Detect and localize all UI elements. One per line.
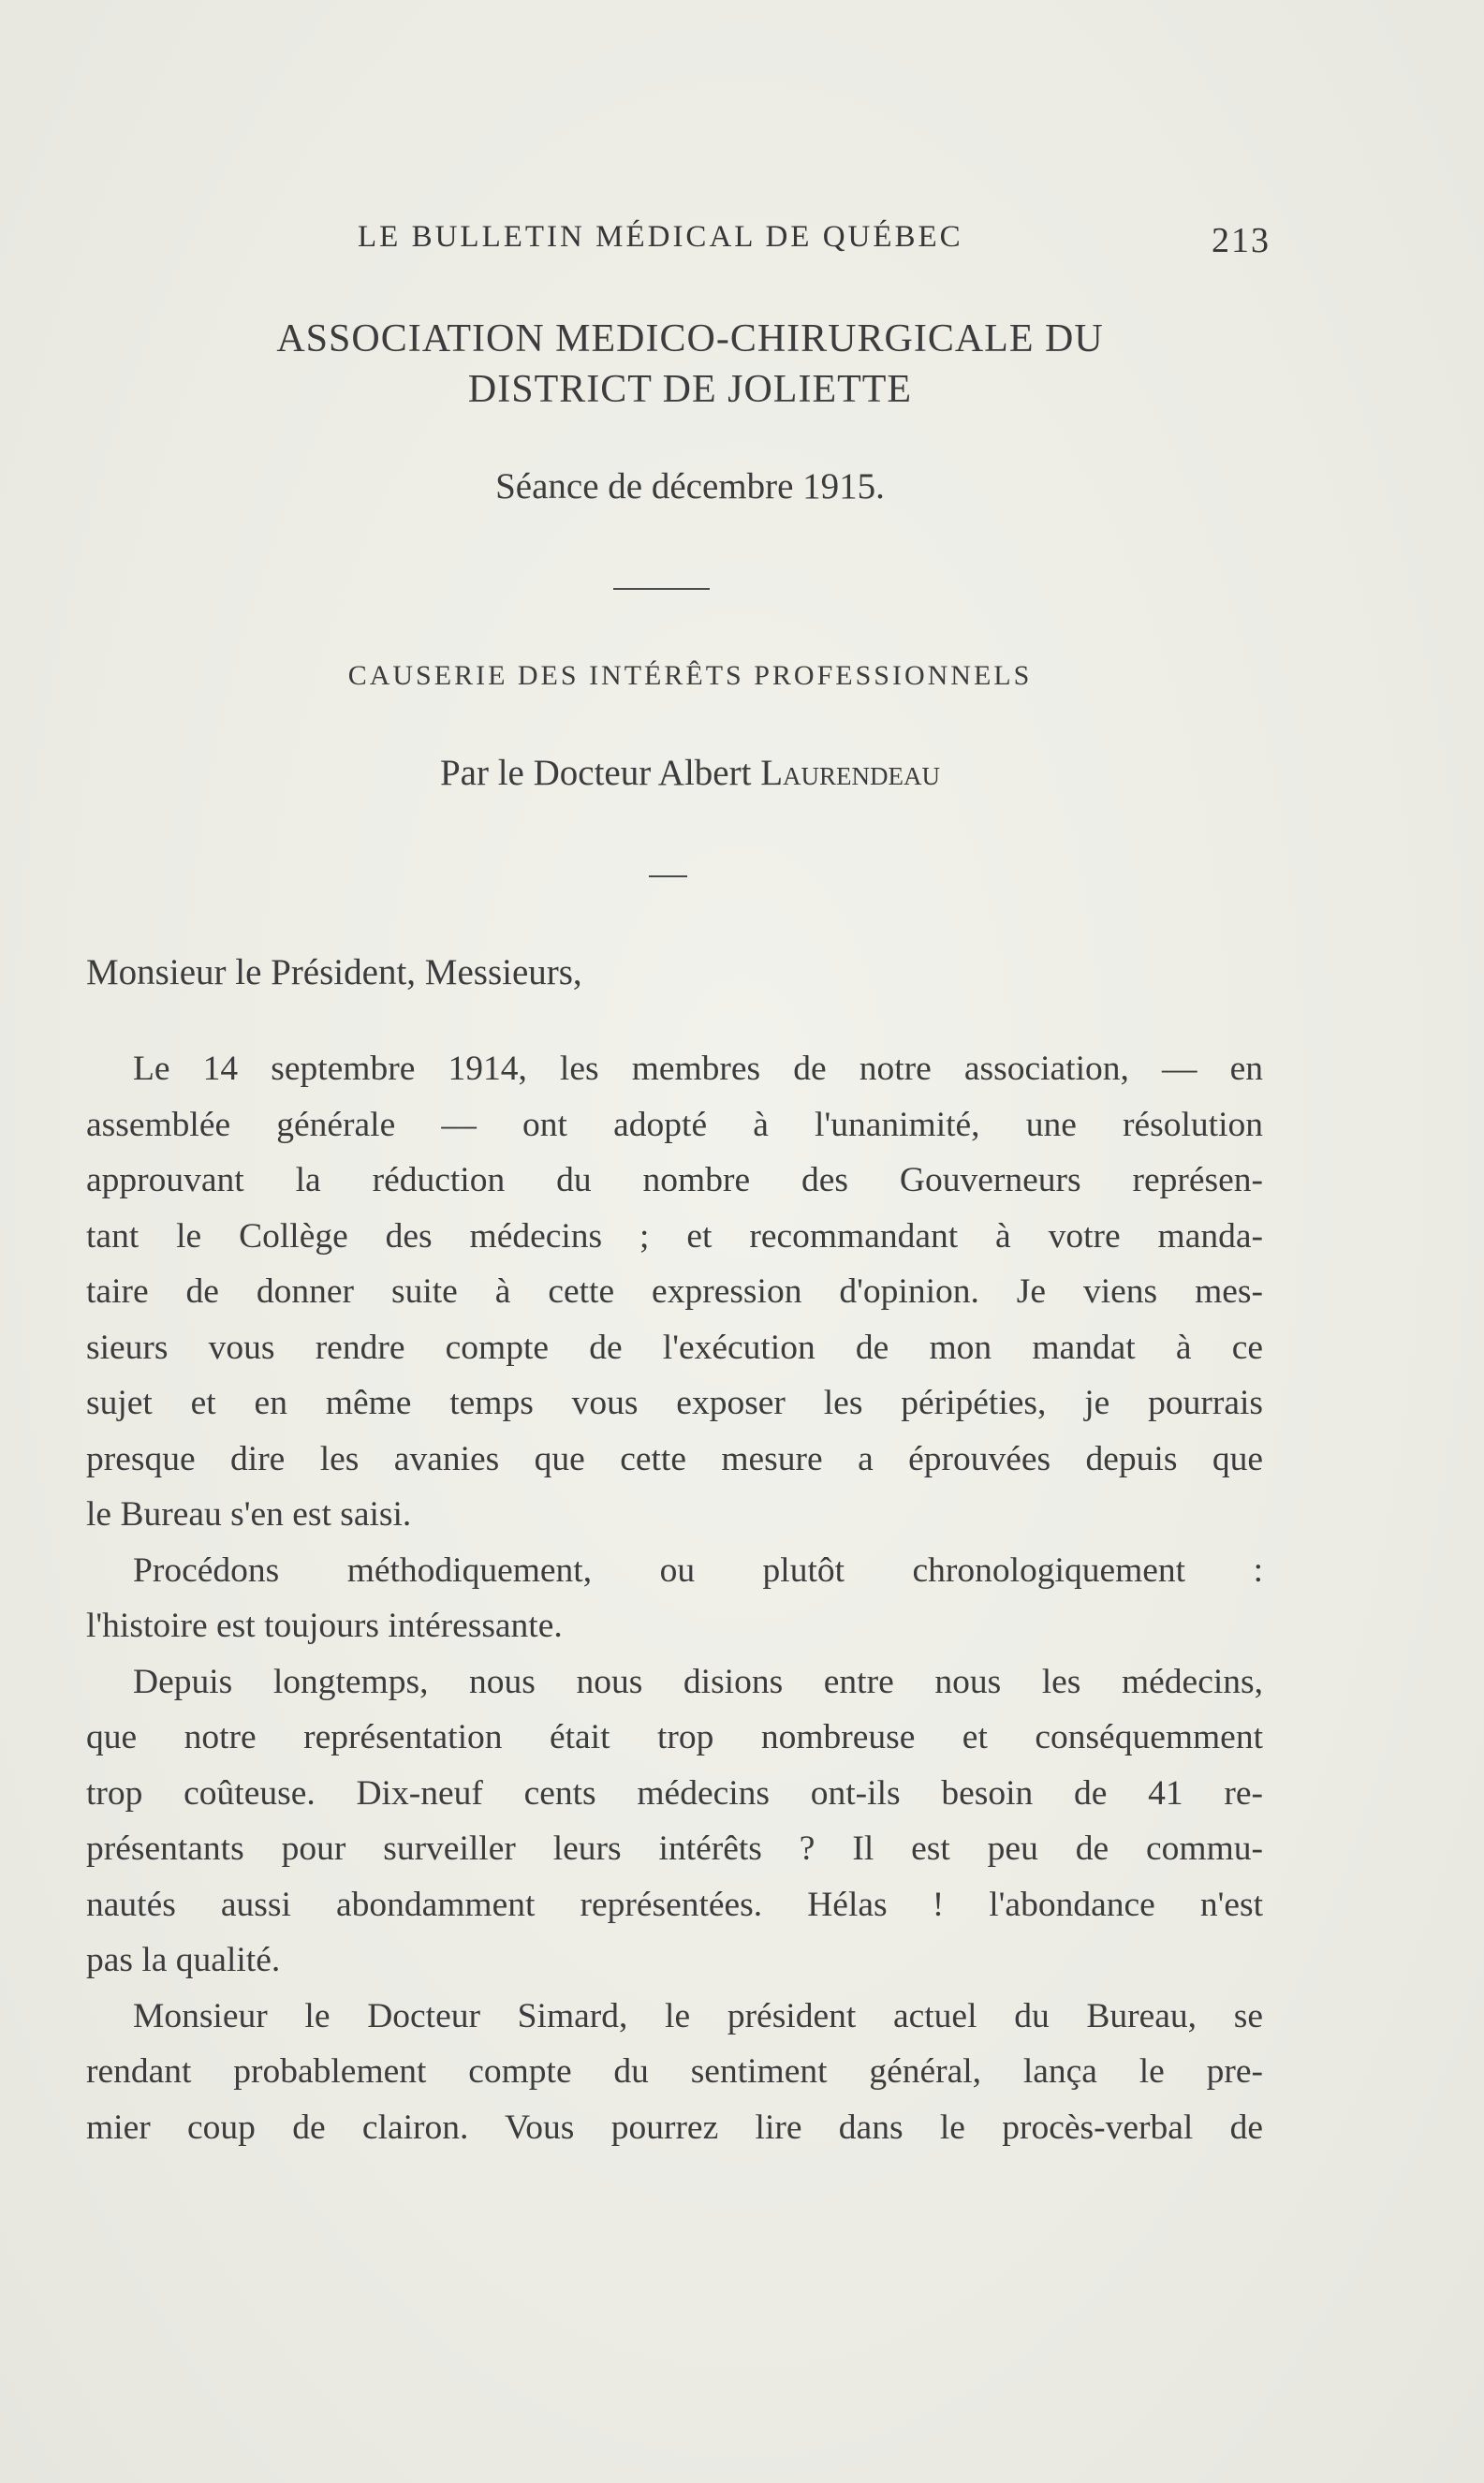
running-title: LE BULLETIN MÉDICAL DE QUÉBEC	[358, 220, 963, 254]
text-line: que notre représentation était trop nombreuse et conséquemment	[86, 1718, 1263, 1756]
session-date: Séance de décembre 1915.	[495, 466, 885, 507]
page-number: 213	[1212, 221, 1271, 260]
text-line: assemblée générale — ont adopté à l'unanimité, une résolution	[86, 1105, 1263, 1144]
text-line: le Bureau s'en est saisi.	[86, 1495, 412, 1534]
text-line: approuvant la réduction du nombre des Gouverneurs représen-	[86, 1161, 1263, 1199]
byline	[86, 752, 1294, 794]
text-line: nautés aussi abondamment représentées. Hélas ! l'abondance n'est	[86, 1885, 1263, 1924]
byline-surname: Laurendeau	[760, 753, 941, 793]
separator-dash	[649, 875, 687, 877]
text-line: Le 14 septembre 1914, les membres de notre association, — en	[133, 1050, 1263, 1088]
text-line: Depuis longtemps, nous nous disions entre nous les médecins,	[133, 1662, 1263, 1701]
text-line: presque dire les avanies que cette mesure a éprouvées depuis que	[86, 1439, 1263, 1478]
text-line: mier coup de clairon. Vous pourrez lire dans le procès-verbal de	[86, 2108, 1263, 2147]
running-header	[86, 220, 1271, 267]
text-line: présentants pour surveiller leurs intérêts ? Il est peu de commu-	[86, 1829, 1263, 1868]
text-line: Procédons méthodiquement, ou plutôt chronologiquement :	[133, 1550, 1263, 1590]
text-line: l'histoire est toujours intéressante.	[86, 1607, 563, 1645]
article-title-line-2: DISTRICT DE JOLIETTE	[467, 368, 913, 411]
salutation: Monsieur le Président, Messieurs,	[86, 952, 582, 992]
byline-prefix: Par le Docteur Albert	[439, 753, 761, 793]
text-line: tant le Collège des médecins ; et recommandant à votre manda-	[86, 1216, 1263, 1256]
text-line: pas la qualité.	[86, 1941, 281, 1979]
article-title-line-1: ASSOCIATION MEDICO-CHIRURGICALE DU	[276, 317, 1104, 360]
text-line: trop coûteuse. Dix-neuf cents médecins ont-ils besoin de 41 re-	[86, 1773, 1263, 1813]
text-line: Monsieur le Docteur Simard, le président actuel du Bureau, se	[133, 1996, 1263, 2035]
article-title	[86, 314, 1294, 415]
separator-rule	[613, 588, 710, 590]
text-line: rendant probablement compte du sentiment général, lança le pre-	[86, 2052, 1263, 2091]
text-line: taire de donner suite à cette expression d'opinion. Je viens mes-	[86, 1272, 1263, 1311]
text-line: sieurs vous rendre compte de l'exécution de mon mandat à ce	[86, 1328, 1263, 1367]
body-text	[86, 1041, 1263, 2155]
section-title: CAUSERIE DES INTÉRÊTS PROFESSIONNELS	[347, 660, 1033, 691]
text-line: sujet et en même temps vous exposer les péripéties, je pourrais	[86, 1384, 1263, 1422]
